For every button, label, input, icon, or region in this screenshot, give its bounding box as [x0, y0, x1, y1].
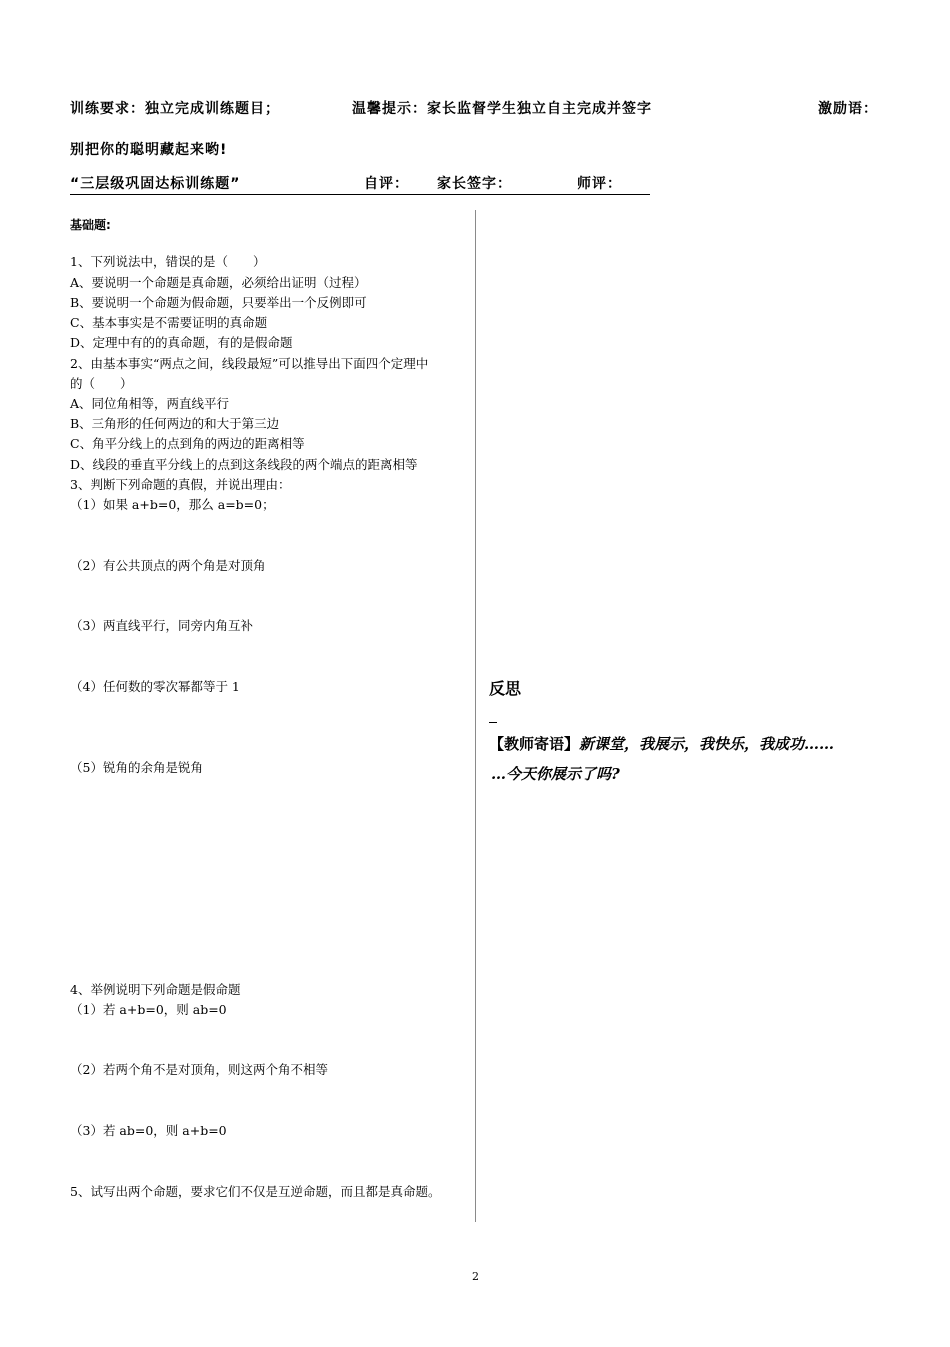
reflection-dash [489, 722, 497, 723]
page-number: 2 [472, 1270, 479, 1283]
tracker-row [70, 175, 650, 195]
section-basic-title: 基础题: [70, 218, 111, 232]
teacher-message-text: 新课堂，我展示，我快乐，我成功…… [579, 735, 835, 753]
q1-option-a: A、要说明一个命题是真命题，必须给出证明（过程） [70, 275, 367, 290]
q1-option-c: C、基本事实是不需要证明的真命题 [70, 315, 268, 330]
reflection-title: 反思 [489, 679, 522, 698]
q3-item-2: （2）有公共顶点的两个角是对顶角 [70, 558, 266, 573]
motto-text: 别把你的聪明藏起来哟! [70, 142, 228, 158]
q4-stem: 4、举例说明下列命题是假命题 [70, 982, 241, 997]
q2-option-b: B、三角形的任何两边的和大于第三边 [70, 416, 280, 431]
q1-option-b: B、要说明一个命题为假命题，只要举出一个反例即可 [70, 295, 367, 310]
q3-item-4: （4）任何数的零次幂都等于 1 [70, 679, 240, 694]
q3-item-1: （1）如果 a+b=0，那么 a=b=0； [70, 497, 275, 512]
q4-item-3: （3）若 ab=0，则 a+b=0 [70, 1123, 227, 1138]
parent-sign-label: 家长签字： [437, 176, 512, 192]
teacher-message-text-2: …今天你展示了吗? [491, 765, 620, 783]
teacher-message-line1 [489, 729, 834, 759]
q4-item-1: （1）若 a+b=0，则 ab=0 [70, 1002, 227, 1017]
q1-option-d: D、定理中有的的真命题，有的是假命题 [70, 335, 293, 350]
self-eval-label: 自评： [364, 176, 409, 192]
teacher-eval-label: 师评： [577, 176, 622, 192]
q3-item-5: （5）锐角的余角是锐角 [70, 760, 203, 775]
q5-stem: 5、试写出两个命题，要求它们不仅是互逆命题，而且都是真命题。 [70, 1184, 441, 1199]
teacher-message-line2 [491, 759, 620, 789]
q3-stem: 3、判断下列命题的真假，并说出理由： [70, 477, 291, 492]
q4-item-2: （2）若两个角不是对顶角，则这两个角不相等 [70, 1062, 328, 1077]
q2-stem-line2: 的（ ） [70, 376, 133, 391]
column-divider [475, 210, 476, 1222]
q2-stem-line1: 2、由基本事实“两点之间，线段最短”可以推导出下面四个定理中 [70, 356, 429, 371]
worksheet-title: “三层级巩固达标训练题” [70, 176, 241, 192]
q2-option-a: A、同位角相等，两直线平行 [70, 396, 230, 411]
q1-stem: 1、下列说法中，错误的是（ ） [70, 254, 266, 269]
training-requirement: 训练要求：独立完成训练题目； [70, 101, 280, 117]
q3-item-3: （3）两直线平行，同旁内角互补 [70, 618, 253, 633]
teacher-message-label: 【教师寄语】 [489, 735, 580, 753]
q2-option-d: D、线段的垂直平分线上的点到这条线段的两个端点的距离相等 [70, 457, 418, 472]
motto-label: 激励语： [818, 101, 878, 117]
warm-tip: 温馨提示：家长监督学生独立自主完成并签字 [352, 101, 652, 117]
q2-option-c: C、角平分线上的点到角的两边的距离相等 [70, 436, 305, 451]
